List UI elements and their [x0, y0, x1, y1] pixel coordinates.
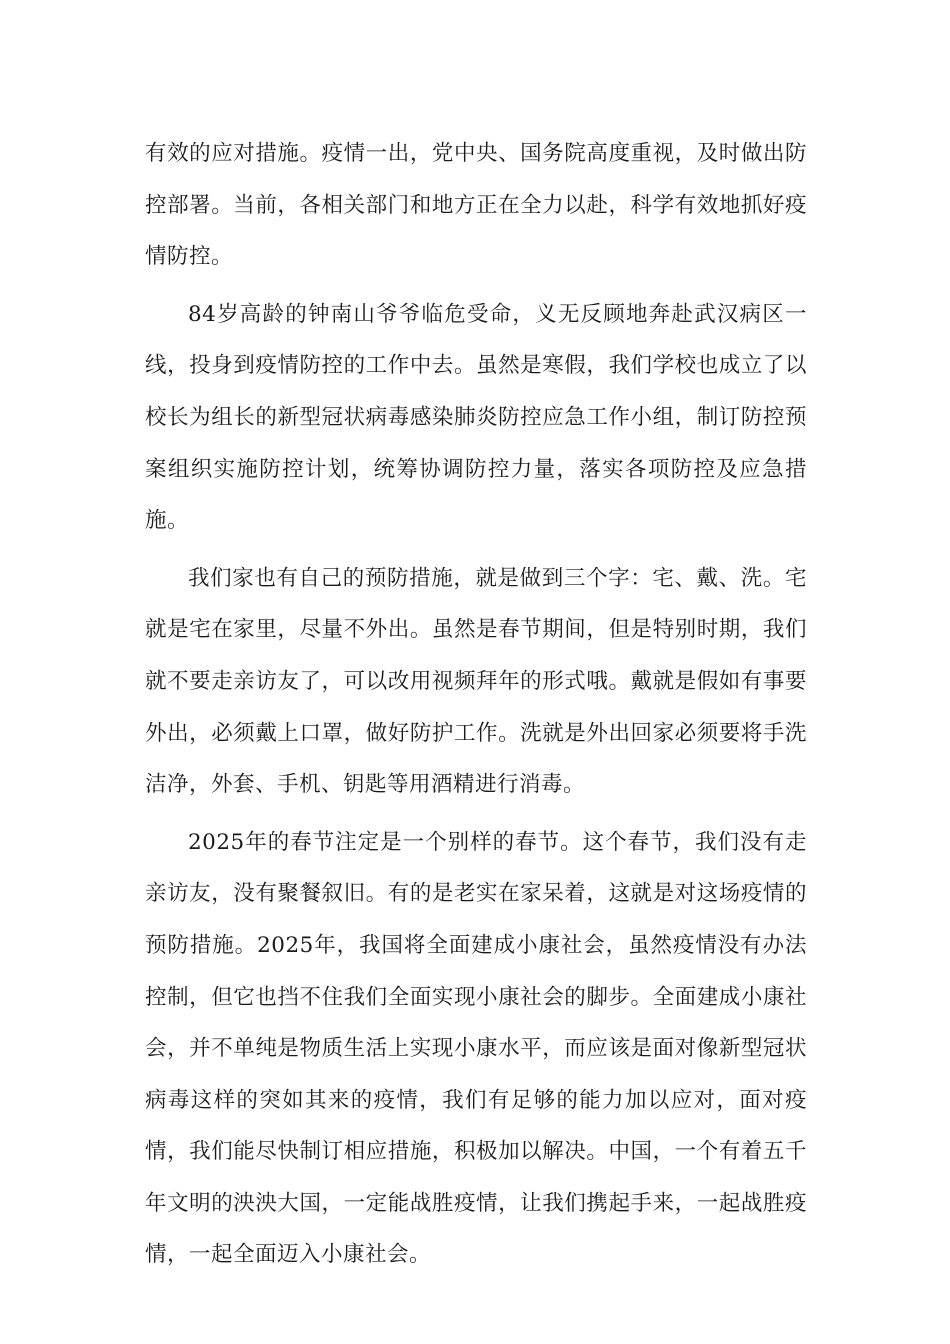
- paragraph-continuation: 有效的应对措施。疫情一出，党中央、国务院高度重视，及时做出防控部署。当前，各相关部门和地方正在全力以赴，科学有效地抓好疫情防控。: [145, 141, 807, 270]
- paragraph-spring-festival: 2025年的春节注定是一个别样的春节。这个春节，我们没有走亲访友，没有聚餐叙旧。有的是老实在家呆着，这就是对这场疫情的预防措施。2025年，我国将全面建成小康社会，虽然疫情没有办法控制，但它也挡不住我们全面实现小康社会的脚步。全面建成小康社会，并不单纯是物质生活上实现小康水平，而应该是面对像新型冠状病毒这样的突如其来的疫情，我们有足够的能力加以应对，面对疫情，我们能尽快制订相应措施，积极加以解决。中国，一个有着五千年文明的泱泱大国，一定能战胜疫情，让我们携起手来，一起战胜疫情，一起全面迈入小康社会。: [145, 829, 807, 1268]
- document-body: [145, 128, 807, 1281]
- paragraph-family-measures: 我们家也有自己的预防措施，就是做到三个字：宅、戴、洗。宅就是宅在家里，尽量不外出。虽然是春节期间，但是特别时期，我们就不要走亲访友了，可以改用视频拜年的形式哦。戴就是假如有事要外出，必须戴上口罩，做好防护工作。洗就是外出回家必须要将手洗洁净，外套、手机、钥匙等用酒精进行消毒。: [145, 565, 807, 798]
- paragraph-zhong-nanshan: 84岁高龄的钟南山爷爷临危受命，义无反顾地奔赴武汉病区一线，投身到疫情防控的工作中去。虽然是寒假，我们学校也成立了以校长为组长的新型冠状病毒感染肺炎防控应急工作小组，制订防控预案组织实施防控计划，统筹协调防控力量，落实各项防控及应急措施。: [145, 301, 807, 534]
